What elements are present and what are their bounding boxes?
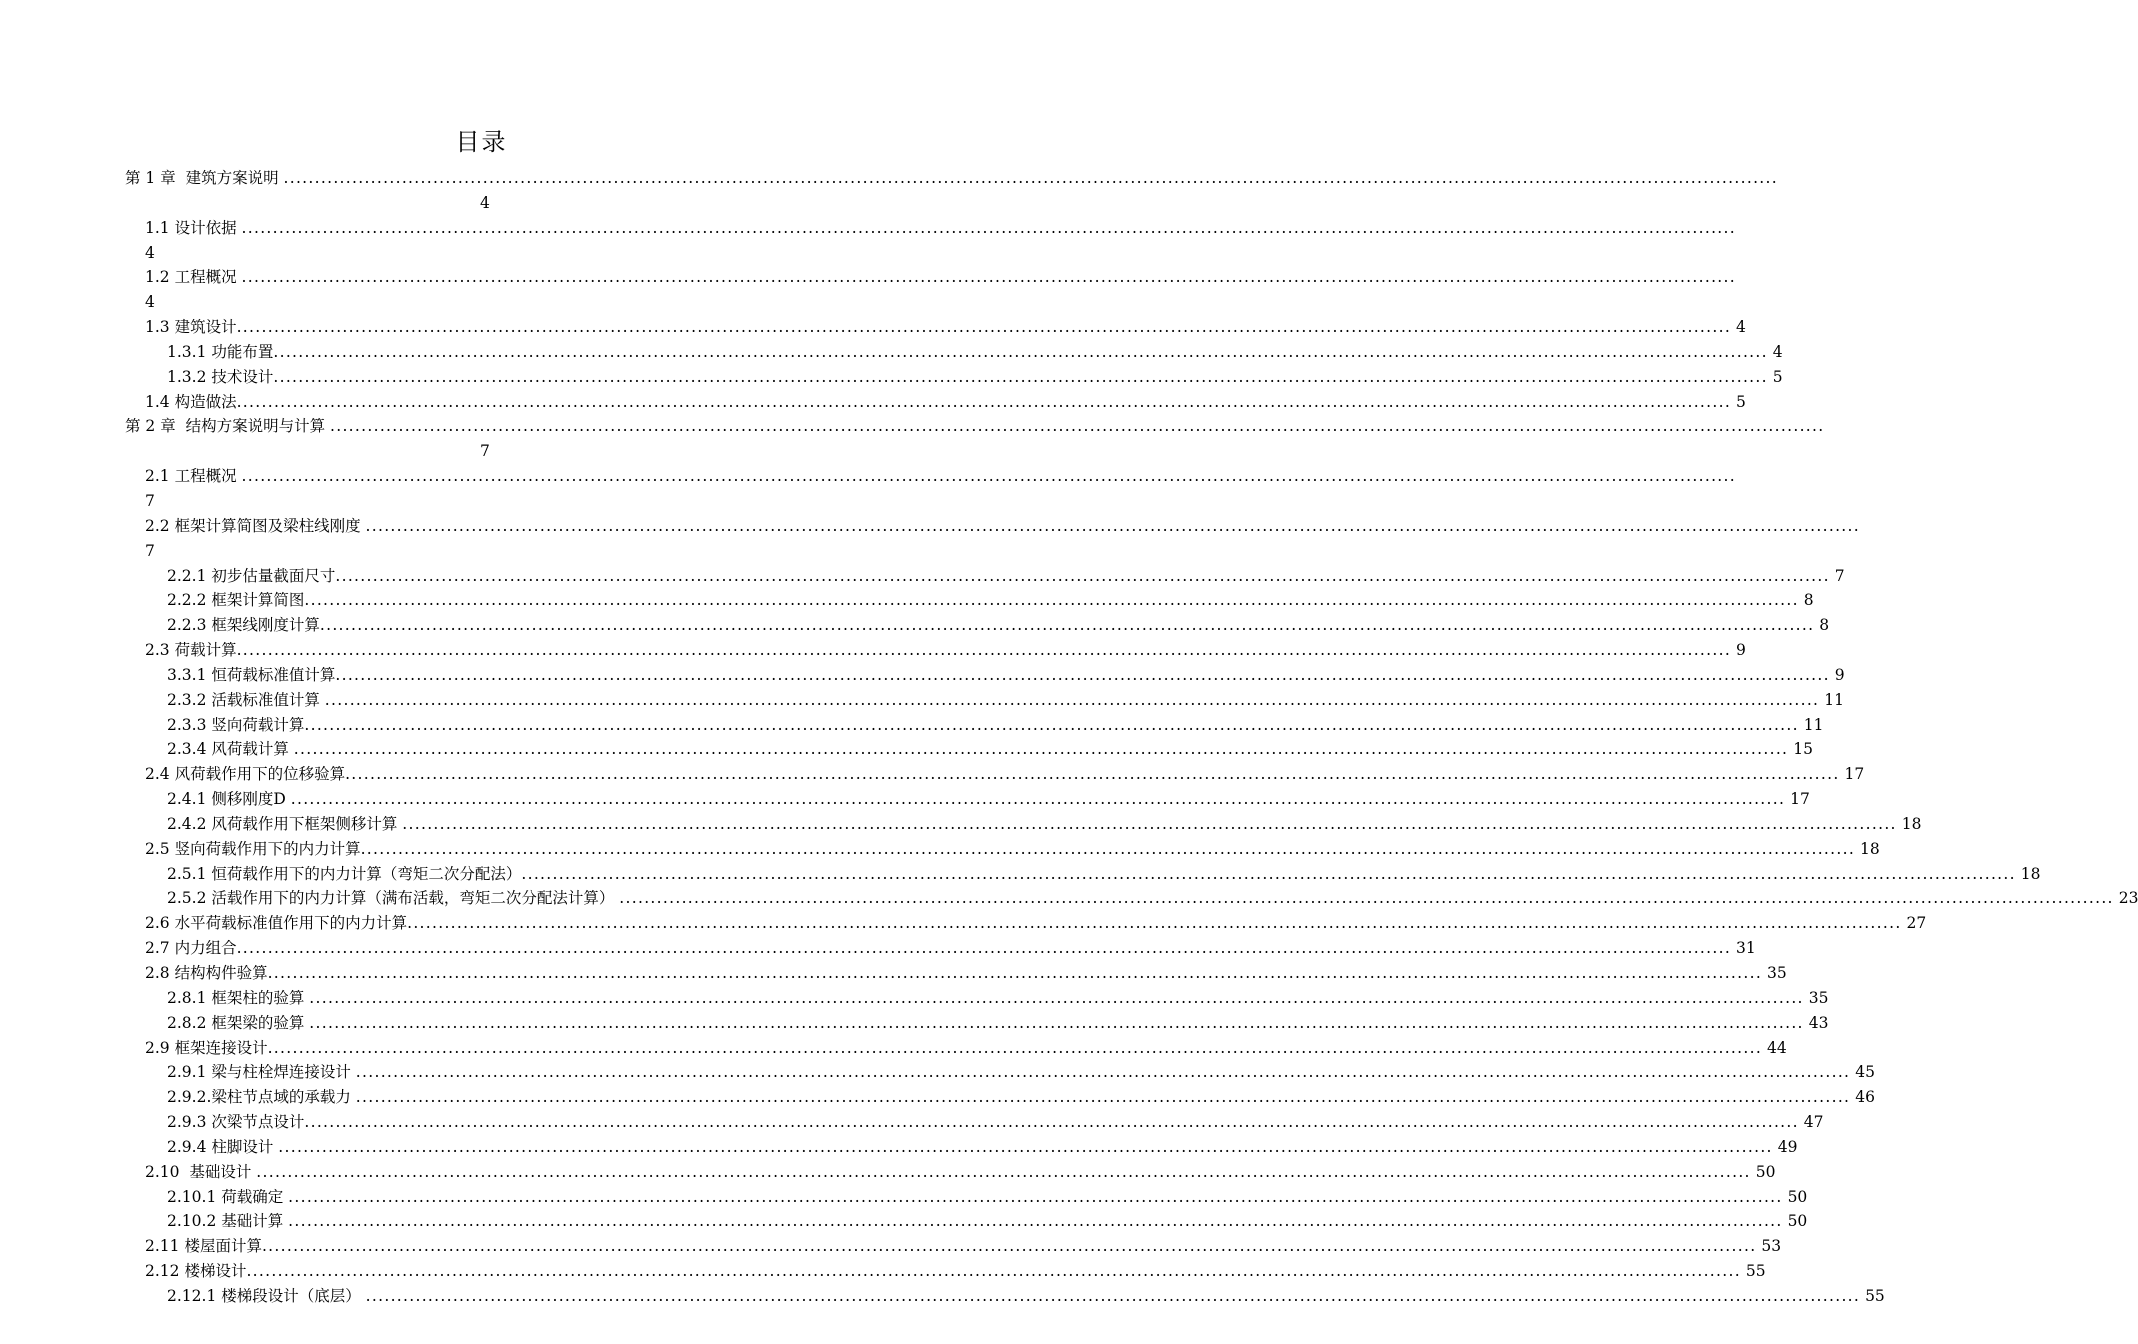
- toc-entry[interactable]: [0, 1135, 1798, 1160]
- toc-entry-label: 2.2.2 框架计算简图: [167, 591, 305, 610]
- toc-dot-leader: ................................................................................................................................................................................................................................................: [293, 740, 1789, 759]
- toc-entry[interactable]: [0, 688, 1844, 713]
- toc-dot-leader: ................................................................................................................................................................................................................................................: [402, 814, 1897, 833]
- toc-dot-leader: ................................................................................................................................................................................................................................................: [619, 889, 2114, 908]
- toc-entry-label: 2.9.1 梁与柱栓焊连接设计: [167, 1063, 356, 1082]
- toc-page-number: 50: [1750, 1162, 1776, 1181]
- toc-entry-label: 2.3.4 风荷载计算: [167, 740, 294, 759]
- toc-entry-label: 2.10.1 荷载确定: [167, 1187, 289, 1206]
- toc-entry[interactable]: [0, 564, 1845, 589]
- toc-entry[interactable]: [0, 315, 1746, 340]
- toc-entry-label: 2.9.3 次梁节点设计: [167, 1113, 305, 1132]
- toc-entry[interactable]: [0, 166, 1778, 191]
- toc-page-number: 43: [1803, 1013, 1829, 1032]
- toc-entry-label: 1.4 构造做法: [145, 392, 237, 411]
- toc-dot-leader: ................................................................................................................................................................................................................................................: [355, 1088, 1851, 1107]
- toc-entry[interactable]: [0, 812, 1922, 837]
- toc-entry-label: 2.2.3 框架线刚度计算: [167, 616, 320, 635]
- toc-entry-label: 2.10 基础设计: [145, 1162, 257, 1181]
- toc-entry-label: 2.9.4 柱脚设计: [167, 1137, 279, 1156]
- toc-dot-leader: ................................................................................................................................................................................................................................................: [241, 467, 1736, 486]
- toc-page-number: 55: [1860, 1286, 1885, 1305]
- toc-dot-leader: ................................................................................................................................................................................................................................................: [236, 318, 1732, 337]
- toc-entry-label: 第 1 章 建筑方案说明: [125, 169, 284, 187]
- toc-dot-leader: ................................................................................................................................................................................................................................................: [288, 1187, 1783, 1206]
- toc-page-number: 7: [480, 442, 490, 461]
- toc-page-number: 35: [1762, 964, 1787, 982]
- toc-dot-leader: ................................................................................................................................................................................................................................................: [355, 1063, 1851, 1082]
- toc-page-number: 8: [1798, 591, 1814, 610]
- toc-entry-label: 2.2 框架计算简图及梁柱线刚度: [145, 516, 366, 535]
- toc-page-number: 31: [1731, 939, 1756, 958]
- toc-entry-label: 2.4 风荷载作用下的位移验算: [145, 765, 346, 784]
- toc-dot-leader: ................................................................................................................................................................................................................................................: [236, 392, 1732, 411]
- toc-page-number: 9: [1829, 665, 1845, 684]
- toc-page-number: 15: [1788, 740, 1813, 759]
- toc-page-number: 5: [1767, 367, 1783, 386]
- toc-page-number: 18: [1896, 814, 1922, 833]
- toc-entry-label: 2.3.2 活载标准值计算: [167, 690, 325, 709]
- toc-page-number: 4: [480, 193, 490, 212]
- toc-entry-label: 2.9 框架连接设计: [145, 1038, 268, 1057]
- toc-entry-label: 2.4.2 风荷载作用下框架侧移计算: [167, 814, 403, 833]
- toc-dot-leader: ................................................................................................................................................................................................................................................: [335, 566, 1830, 585]
- toc-entry-label: 第 2 章 结构方案说明与计算: [125, 417, 330, 436]
- toc-page-number: 7: [1829, 566, 1845, 585]
- toc-dot-leader: ................................................................................................................................................................................................................................................: [324, 690, 1820, 709]
- toc-dot-leader: ................................................................................................................................................................................................................................................: [267, 1038, 1763, 1057]
- toc-entry-label: 2.5 竖向荷载作用下的内力计算: [145, 839, 361, 858]
- toc-entry-label: 2.1 工程概况: [145, 467, 242, 486]
- toc-entry[interactable]: [0, 1185, 1808, 1210]
- toc-title: 目录: [455, 128, 508, 156]
- toc-entry[interactable]: [0, 588, 1814, 613]
- toc-entry[interactable]: [0, 365, 1783, 390]
- toc-dot-leader: ................................................................................................................................................................................................................................................: [330, 417, 1825, 436]
- toc-entry[interactable]: [0, 390, 1746, 415]
- toc-entry-label: 1.3 建筑设计: [145, 318, 237, 337]
- toc-page-number: 7: [145, 541, 155, 560]
- toc-dot-leader: ................................................................................................................................................................................................................................................: [246, 1262, 1741, 1281]
- toc-page-number: 17: [1839, 765, 1865, 784]
- toc-page-number: 47: [1798, 1113, 1824, 1132]
- toc-page-number: 18: [2015, 864, 2041, 883]
- toc-entry[interactable]: [0, 1110, 1824, 1135]
- toc-entry[interactable]: [0, 1060, 1875, 1085]
- toc-entry-label: 2.5.1 恒荷载作用下的内力计算（弯矩二次分配法）: [167, 864, 522, 883]
- toc-entry[interactable]: [0, 340, 1783, 365]
- toc-page-number: 4: [1731, 318, 1746, 337]
- toc-entry[interactable]: [0, 613, 1830, 638]
- toc-entry-label: 2.5.2 活载作用下的内力计算（满布活载，弯矩二次分配法计算）: [167, 889, 620, 908]
- toc-dot-leader: ................................................................................................................................................................................................................................................: [290, 790, 1786, 809]
- toc-entry[interactable]: [0, 1011, 1829, 1036]
- toc-page-number: 45: [1850, 1063, 1875, 1082]
- toc-dot-leader: ................................................................................................................................................................................................................................................: [241, 268, 1736, 287]
- toc-entry-label: 1.3.1 功能布置: [167, 342, 274, 361]
- toc-entry[interactable]: [0, 936, 1756, 961]
- toc-page-number: 9: [1731, 641, 1746, 660]
- toc-entry-label: 2.2.1 初步估量截面尺寸: [167, 566, 336, 585]
- toc-page-number: 7: [145, 491, 155, 510]
- toc-entry[interactable]: [0, 787, 1810, 812]
- toc-entry[interactable]: [0, 837, 1880, 862]
- toc-page-number: 49: [1772, 1137, 1798, 1156]
- toc-page-number: 44: [1762, 1038, 1787, 1057]
- toc-entry-wrap: [0, 241, 950, 266]
- toc-entry[interactable]: [0, 663, 1845, 688]
- toc-entry[interactable]: [0, 464, 1736, 489]
- toc-entry[interactable]: [0, 1234, 1782, 1259]
- toc-entry-label: 2.6 水平荷载标准值作用下的内力计算: [145, 914, 408, 933]
- toc-entry-label: 2.11 楼屋面计算: [145, 1237, 262, 1256]
- toc-entry-label: 2.3 荷载计算: [145, 641, 237, 660]
- toc-dot-leader: ................................................................................................................................................................................................................................................: [304, 715, 1799, 734]
- toc-dot-leader: ................................................................................................................................................................................................................................................: [261, 1237, 1757, 1256]
- toc-page-number: 27: [1901, 914, 1927, 933]
- toc-entry[interactable]: [0, 1209, 1808, 1234]
- toc-dot-leader: ................................................................................................................................................................................................................................................: [309, 1013, 1804, 1032]
- toc-page-number: 46: [1850, 1088, 1875, 1107]
- toc-entry-label: 2.8.1 框架柱的验算: [167, 988, 310, 1007]
- toc-dot-leader: ................................................................................................................................................................................................................................................: [256, 1162, 1751, 1181]
- toc-page-number: 11: [1798, 715, 1824, 734]
- toc-entry[interactable]: [0, 265, 1736, 290]
- toc-entry[interactable]: [0, 713, 1824, 738]
- toc-entry[interactable]: [0, 986, 1829, 1011]
- toc-entry-wrap: [0, 439, 950, 464]
- toc-entry-label: 2.9.2.梁柱节点域的承载力: [167, 1088, 356, 1107]
- toc-entry-label: 2.12 楼梯设计: [145, 1262, 247, 1281]
- toc-entry-label: 1.2 工程概况: [145, 268, 242, 287]
- toc-entry[interactable]: [0, 737, 1813, 762]
- toc-page-number: 5: [1731, 392, 1746, 411]
- toc-entry[interactable]: [0, 638, 1746, 663]
- toc-entry-label: 1.1 设计依据: [145, 218, 242, 237]
- toc-page-number: 55: [1740, 1262, 1766, 1281]
- toc-page-number: 35: [1803, 988, 1829, 1007]
- toc-entry[interactable]: [0, 862, 2041, 887]
- toc-dot-leader: ................................................................................................................................................................................................................................................: [304, 591, 1799, 610]
- toc-entry-wrap: [0, 539, 950, 564]
- toc-entry-label: 2.4.1 侧移刚度D: [167, 790, 291, 809]
- toc-dot-leader: ................................................................................................................................................................................................................................................: [365, 1286, 1861, 1305]
- toc-dot-leader: ................................................................................................................................................................................................................................................: [241, 218, 1736, 237]
- toc-dot-leader: ................................................................................................................................................................................................................................................: [273, 342, 1768, 361]
- toc-page-number: 23: [2113, 889, 2138, 908]
- toc-page-number: 8: [1814, 616, 1830, 635]
- toc-page-number: 4: [1767, 342, 1783, 361]
- toc-dot-leader: ................................................................................................................................................................................................................................................: [278, 1137, 1773, 1156]
- toc-entry-label: 1.3.2 技术设计: [167, 367, 274, 386]
- toc-entry-label: 2.10.2 基础计算: [167, 1212, 289, 1231]
- toc-page-number: 50: [1782, 1212, 1808, 1231]
- toc-entry-label: 2.7 内力组合: [145, 939, 237, 958]
- toc-entry[interactable]: [0, 1036, 1787, 1061]
- toc-entry-label: 3.3.1 恒荷载标准值计算: [167, 665, 336, 684]
- toc-dot-leader: ................................................................................................................................................................................................................................................: [345, 765, 1840, 784]
- toc-entry-label: 2.3.3 竖向荷载计算: [167, 715, 305, 734]
- toc-dot-leader: ................................................................................................................................................................................................................................................: [360, 839, 1856, 858]
- toc-page-number: 11: [1819, 690, 1844, 709]
- toc-entry-wrap: [0, 489, 950, 514]
- toc-page-number: 4: [145, 293, 155, 312]
- toc-page-number: 53: [1756, 1237, 1782, 1256]
- toc-entry-label: 2.8.2 框架梁的验算: [167, 1013, 310, 1032]
- toc-entry[interactable]: [0, 961, 1787, 986]
- toc-page-number: 50: [1782, 1187, 1808, 1206]
- toc-dot-leader: ................................................................................................................................................................................................................................................: [273, 367, 1768, 386]
- toc-dot-leader: ................................................................................................................................................................................................................................................: [309, 988, 1804, 1007]
- toc-entry-label: 2.12.1 楼梯段设计（底层）: [167, 1286, 366, 1305]
- toc-entry-wrap: [0, 290, 950, 315]
- toc-page-number: 17: [1785, 790, 1810, 809]
- toc-entry-wrap: [0, 191, 950, 216]
- toc-page-number: 4: [145, 243, 155, 262]
- toc-dot-leader: ................................................................................................................................................................................................................................................: [236, 641, 1732, 660]
- toc-entry[interactable]: [0, 514, 1860, 539]
- toc-dot-leader: ................................................................................................................................................................................................................................................: [288, 1212, 1783, 1231]
- toc-dot-leader: ................................................................................................................................................................................................................................................: [407, 914, 1902, 933]
- toc-entry[interactable]: [0, 1259, 1766, 1284]
- toc-entry-label: 2.8 结构构件验算: [145, 964, 268, 982]
- toc-entry[interactable]: [0, 762, 1865, 787]
- toc-list: [0, 166, 2138, 1309]
- toc-dot-leader: ................................................................................................................................................................................................................................................: [267, 964, 1763, 982]
- toc-dot-leader: ................................................................................................................................................................................................................................................: [304, 1113, 1799, 1132]
- toc-entry[interactable]: [0, 911, 1927, 936]
- toc-page-number: 18: [1855, 839, 1880, 858]
- toc-dot-leader: ................................................................................................................................................................................................................................................: [236, 939, 1732, 958]
- toc-entry[interactable]: [0, 414, 1825, 439]
- toc-entry[interactable]: [0, 216, 1736, 241]
- toc-dot-leader: ................................................................................................................................................................................................................................................: [365, 516, 1860, 535]
- toc-entry[interactable]: [0, 1284, 1885, 1309]
- toc-dot-leader: ................................................................................................................................................................................................................................................: [283, 169, 1778, 187]
- toc-entry[interactable]: [0, 886, 2138, 911]
- toc-entry[interactable]: [0, 1085, 1875, 1110]
- toc-entry[interactable]: [0, 1160, 1776, 1185]
- toc-dot-leader: ................................................................................................................................................................................................................................................: [319, 616, 1815, 635]
- toc-dot-leader: ................................................................................................................................................................................................................................................: [521, 864, 2016, 883]
- toc-dot-leader: ................................................................................................................................................................................................................................................: [335, 665, 1830, 684]
